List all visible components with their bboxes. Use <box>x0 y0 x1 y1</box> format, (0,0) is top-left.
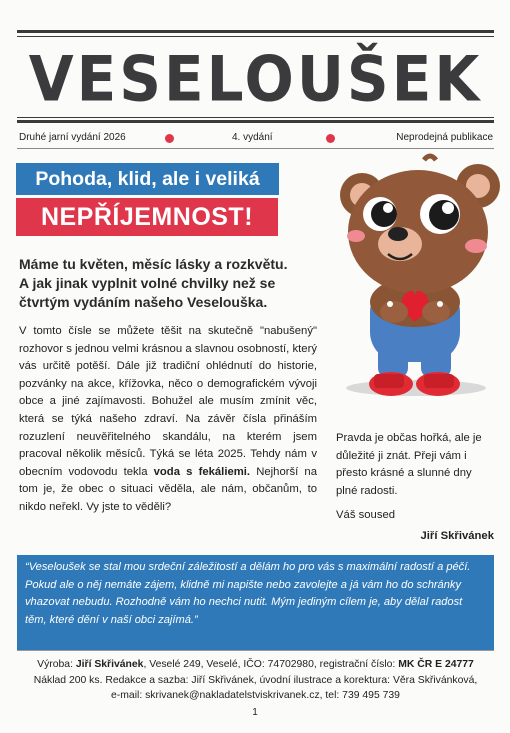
lead-line: A jak jinak vyplnit volné chvilky než se <box>19 275 276 291</box>
headline-line2: NEPŘÍJEMNOST! <box>16 198 278 236</box>
masthead-title: VESELOUŠEK <box>28 42 483 116</box>
body-text <box>19 323 317 517</box>
lead-paragraph <box>19 255 309 312</box>
imprint-label: Výroba: <box>37 659 76 670</box>
imprint <box>17 657 494 704</box>
signoff-label: Váš soused <box>336 509 396 521</box>
sale-label: Neprodejná publikace <box>396 132 493 143</box>
imprint-divider <box>17 650 494 651</box>
red-dot-icon <box>165 134 174 143</box>
body-text-part: V tomto čísle se můžete těšit na skutečně "nabušený" rozhovor s jednou velmi krásnou a slavnou osobností, který vás určitě potěší. Dále již tradiční ohlédnutí do historie, pozvánky na akce, křížovka, něco o demografickém vývoji obce a jiné zajímavosti. Bohužel ale musím zmínit věc, která se týká našeho zdraví. Na závěr čísla přináším rozuzlení neuvěřitelného skandálu, na kterém jsem pracoval několik měsíců. Týká se léta 2025. Tehdy nám v obecním vodovodu tekla <box>19 325 317 478</box>
masthead-bottom-rule-thick <box>17 120 494 123</box>
headline-line1: Pohoda, klid, ale i veliká <box>16 163 279 195</box>
page-number: 1 <box>252 707 258 718</box>
masthead-bottom-rule <box>17 117 494 118</box>
author-name: Jiří Skřivánek <box>420 530 494 542</box>
meta-divider <box>17 148 494 149</box>
red-dot-icon <box>326 134 335 143</box>
quote-box: “Veseloušek se stal mou srdeční záležitostí a dělám ho pro vás s maximální radostí a péčí. Pokud ale o něj nemáte zájem, klidně mi napište nebo zavolejte a já vám ho do schránky vhazovat nebudu. Rozhodně vám ho nechci nutit. Mým jediným cílem je, aby dělal radost těm, které dění v naší obci zajímá.” <box>17 555 494 650</box>
teddy-bear-holding-heart-icon <box>328 152 503 414</box>
edition-label: Druhé jarní vydání 2026 <box>19 132 126 143</box>
imprint-publisher: Jiří Skřivánek <box>75 659 144 670</box>
imprint-line <box>17 657 494 673</box>
masthead-top-rule <box>17 30 494 33</box>
imprint-contact: e-mail: skrivanek@nakladatelstviskrivanek.cz, tel: 739 495 739 <box>111 690 400 701</box>
body-emphasis: voda s fekáliemi. <box>153 465 251 478</box>
side-paragraph: Pravda je občas hořká, ale je důležité ji znát. Přeji vám i přesto krásné a slunné dny plné radosti. <box>336 432 482 497</box>
lead-line: čtvrtým vydáním našeho Veselouška. <box>19 294 268 310</box>
imprint-line: Náklad 200 ks. Redakce a sazba: Jiří Skřivánek, úvodní ilustrace a korektura: Věra Skřivánková, <box>33 674 478 686</box>
body-text-part: Nejhorší na tom je, že obec o situaci věděla, ale nám, občanům, to nikdo neřekl. Vy jste to věděli? <box>19 465 317 513</box>
imprint-registration: MK ČR E 24777 <box>398 659 474 670</box>
lead-line: Máme tu květen, měsíc lásky a rozkvětu. <box>19 256 288 272</box>
issue-label: 4. vydání <box>232 132 273 143</box>
imprint-address: , Veselé 249, Veselé, IČO: 74702980, registrační číslo: <box>143 659 399 670</box>
masthead-top-rule-thin <box>17 36 494 37</box>
